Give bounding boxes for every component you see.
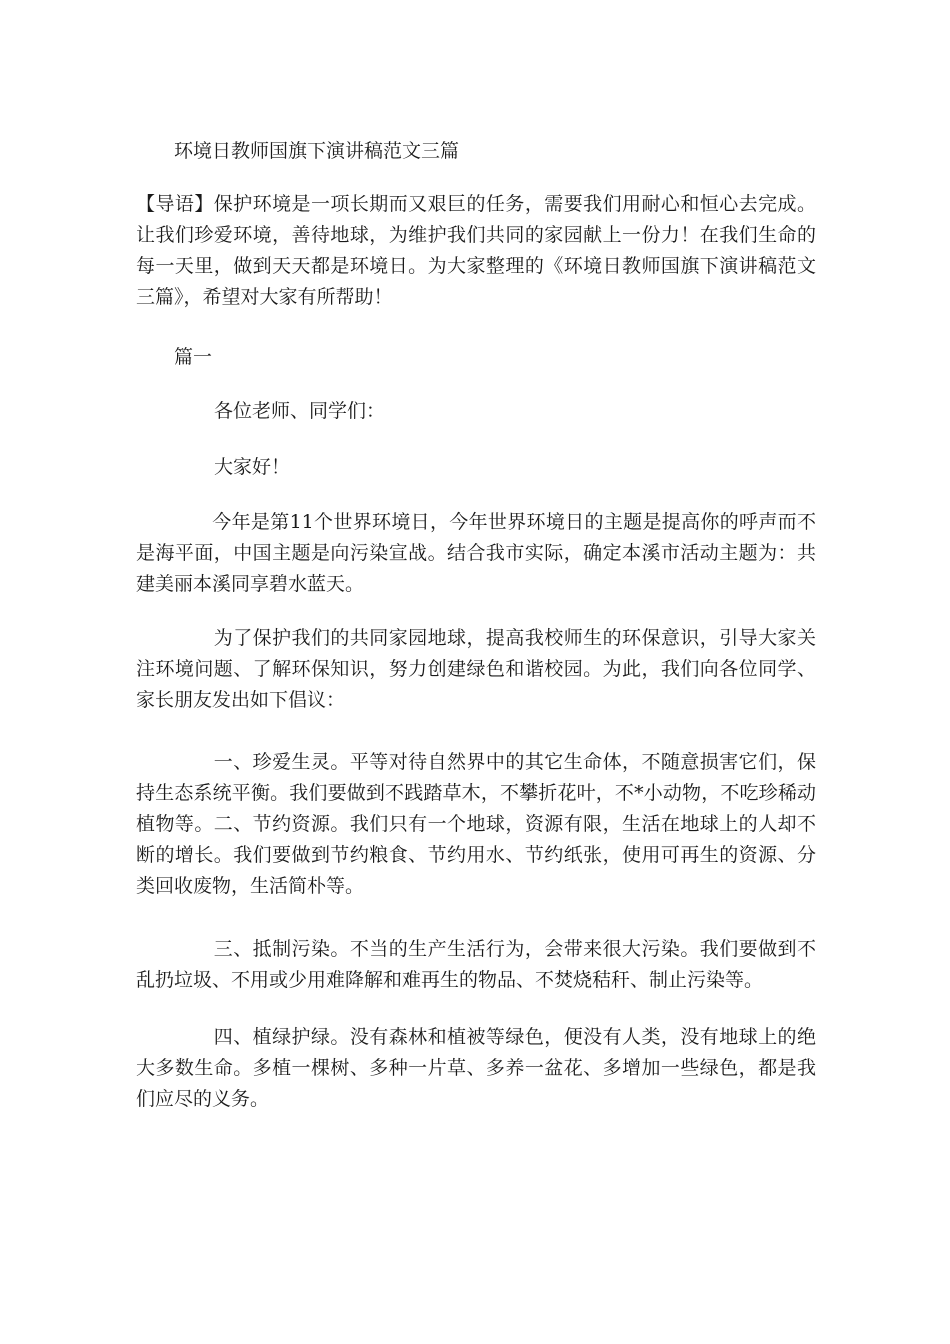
section-heading: 篇一	[174, 346, 213, 368]
greeting: 大家好！	[214, 456, 291, 478]
salutation: 各位老师、同学们：	[214, 400, 386, 422]
intro-paragraph: 【导语】保护环境是一项长期而又艰巨的任务，需要我们用耐心和恒心去完成。让我们珍爱环境，善待地球，为维护我们共同的家园献上一份力！在我们生命的每一天里，做到天天都是环境日。为大家整理的《环境日教师国旗下演讲稿范文三篇》，希望对大家有所帮助！	[136, 193, 816, 308]
body-paragraph: 一、珍爱生灵。平等对待自然界中的其它生命体，不随意损害它们，保持生态系统平衡。我们要做到不践踏草木，不攀折花叶，不*小动物，不吃珍稀动植物等。二、节约资源。我们只有一个地球，资源有限，生活在地球上的人却不断的增长。我们要做到节约粮食、节约用水、节约纸张，使用可再生的资源、分类回收废物，生活简朴等。	[136, 751, 816, 897]
body-paragraph: 今年是第11个世界环境日，今年世界环境日的主题是提高你的呼声而不是海平面，中国主题是向污染宣战。结合我市实际，确定本溪市活动主题为：共建美丽本溪同享碧水蓝天。	[136, 511, 816, 595]
body-paragraph: 三、抵制污染。不当的生产生活行为，会带来很大污染。我们要做到不乱扔垃圾、不用或少用难降解和难再生的物品、不焚烧秸秆、制止污染等。	[136, 938, 816, 991]
body-paragraph: 为了保护我们的共同家园地球，提高我校师生的环保意识，引导大家关注环境问题、了解环保知识，努力创建绿色和谐校园。为此，我们向各位同学、家长朋友发出如下倡议：	[136, 627, 816, 711]
body-paragraph: 四、植绿护绿。没有森林和植被等绿色，便没有人类，没有地球上的绝大多数生命。多植一棵树、多种一片草、多养一盆花、多增加一些绿色，都是我们应尽的义务。	[136, 1026, 816, 1110]
document-title: 环境日教师国旗下演讲稿范文三篇	[174, 140, 460, 162]
